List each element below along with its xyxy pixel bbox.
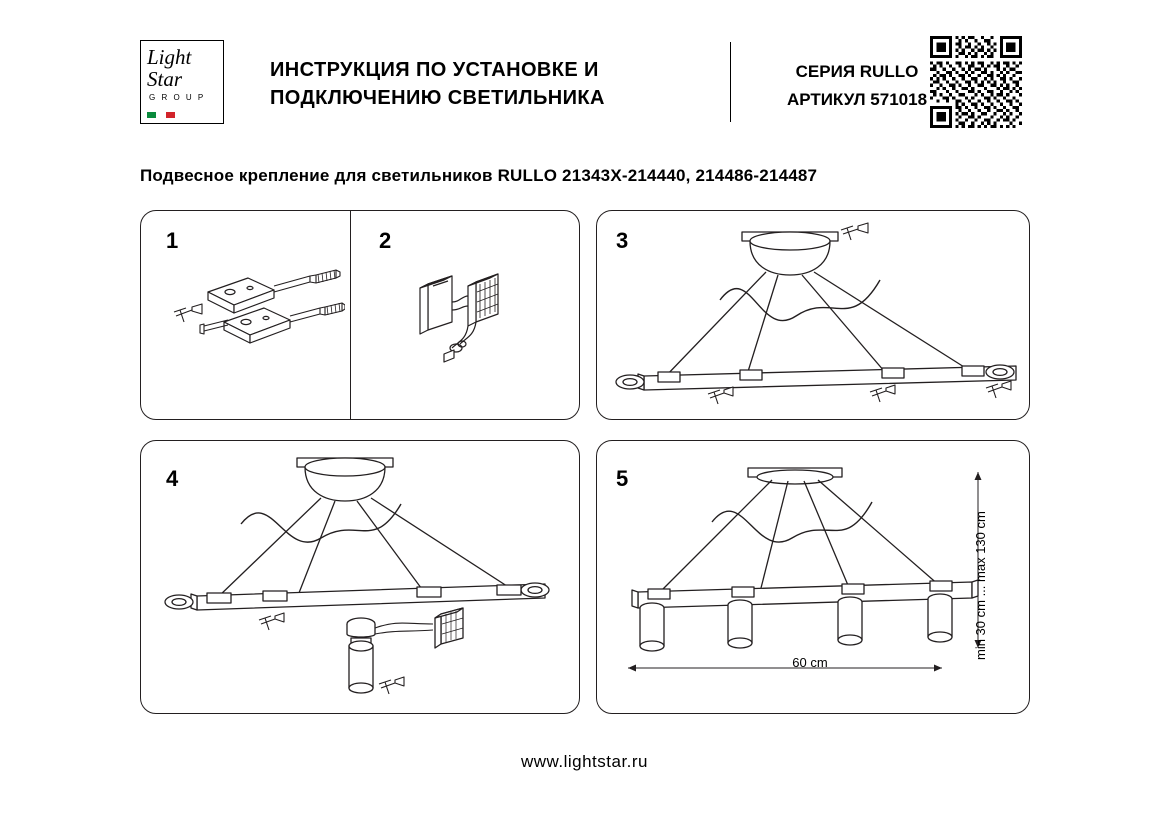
product-subtitle: Подвесное крепление для светильников RULLO 21343X-214440, 214486-214487 (140, 166, 818, 185)
logo-text-group: G R O U P (149, 93, 206, 102)
header-divider (730, 42, 731, 122)
logo-text-light: Light (147, 45, 192, 69)
panel-divider (350, 211, 351, 419)
page-title-line-1: ИНСТРУКЦИЯ ПО УСТАНОВКЕ И (270, 59, 599, 81)
article-label: АРТИКУЛ 571018 (786, 90, 928, 109)
footer-website[interactable]: www.lightstar.ru (520, 752, 649, 771)
page-title-line-2: ПОДКЛЮЧЕНИЮ СВЕТИЛЬНИКА (270, 87, 605, 109)
step-1-diagram (170, 260, 345, 370)
qr-code-icon (930, 36, 1022, 128)
logo-text-star: Star (147, 67, 183, 91)
step-number-4: 4 (166, 466, 179, 491)
step-number-3: 3 (616, 228, 629, 253)
step-2-diagram (400, 262, 540, 372)
brand-logo (140, 40, 224, 124)
step-number-1: 1 (166, 228, 179, 253)
italy-flag-icon (147, 112, 175, 118)
header (140, 36, 1030, 126)
height-dimension-label: min 30 cm ... max 130 cm (973, 511, 988, 660)
step-3-diagram (600, 220, 1024, 416)
width-dimension-label: 60 cm (792, 655, 828, 670)
series-label: СЕРИЯ RULLO (795, 62, 919, 81)
step-number-5: 5 (616, 466, 629, 491)
step-number-2: 2 (379, 228, 392, 253)
page-title (270, 56, 720, 112)
step-4-diagram (145, 448, 575, 706)
